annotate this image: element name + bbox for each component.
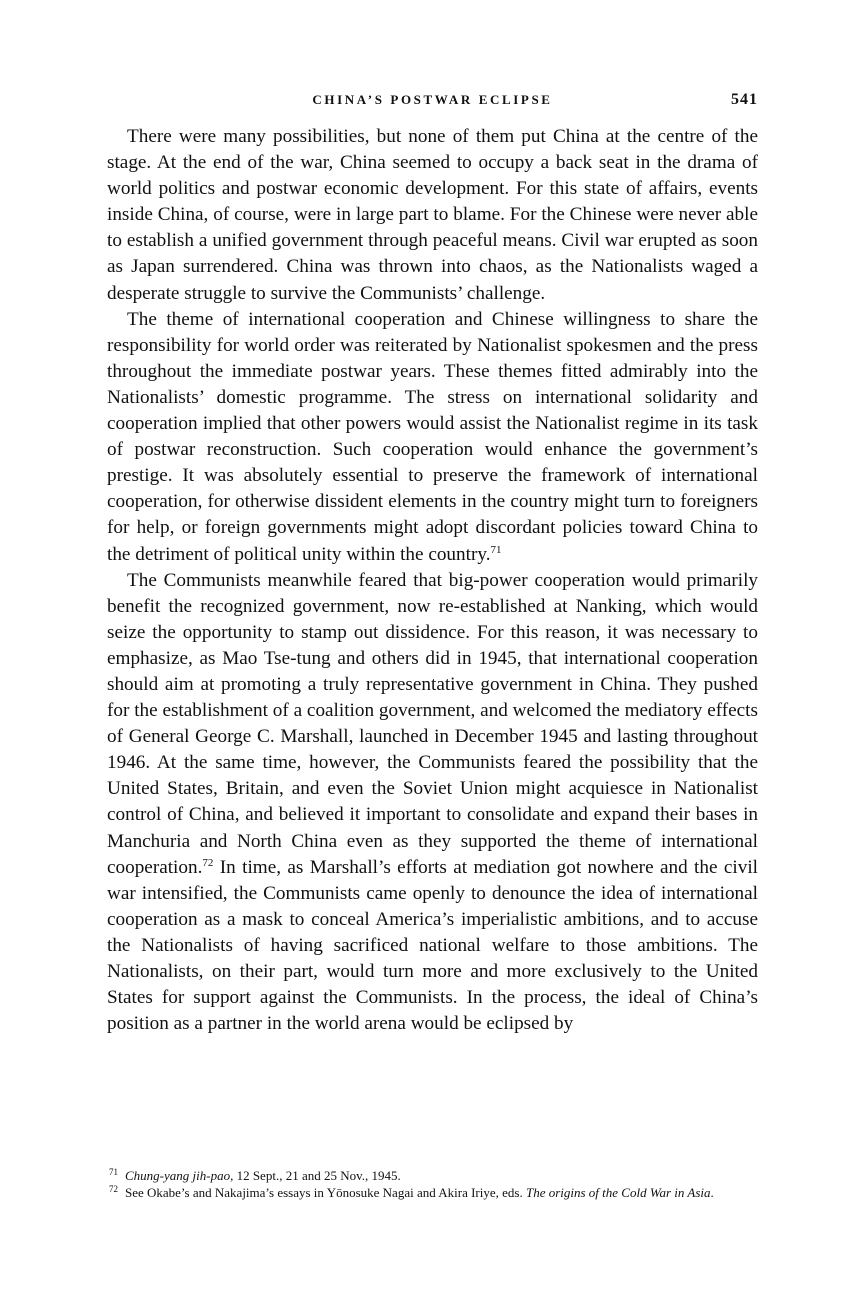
running-title: CHINA’S POSTWAR ECLIPSE bbox=[312, 92, 553, 107]
footnote-source-title: The origins of the Cold War in Asia bbox=[525, 1185, 711, 1200]
page bbox=[107, 88, 758, 1037]
paragraph-1-text: There were many possibilities, but none of them put China at the centre of the stage. At the end of the war, China seemed to occupy a back seat in the drama of world politics and postwar economic development. For this state of affairs, events inside China, of course, were in large part to blame. For the Chinese were never able to establish a unified government through peaceful means. Civil war erupted as soon as Japan surrendered. China was thrown into chaos, as the Nationalists waged a desperate struggle to survive the Communists’ challenge. bbox=[107, 126, 758, 304]
footnote-71 bbox=[107, 1167, 758, 1184]
paragraph-2 bbox=[107, 307, 758, 568]
footnote-text-end: . bbox=[710, 1185, 714, 1200]
running-head bbox=[107, 88, 758, 114]
paragraph-2-text: The theme of international cooperation and Chinese willingness to share the responsibility for world order was reiterated by Nationalist spokesmen and the press throughout the immediate postwar years. These themes fitted admirably into the Nationalists’ domestic programme. The stress on international solidarity and cooperation implied that other powers would assist the Nationalist regime in its task of postwar reconstruction. Such cooperation would enhance the government’s prestige. It was absolutely essential to preserve the framework of international cooperation, for otherwise dissident elements in the country might turn to foreigners for help, or foreign governments might adopt discordant policies toward China to the detriment of political unity within the country. bbox=[107, 308, 758, 565]
paragraph-1 bbox=[107, 124, 758, 307]
paragraph-3 bbox=[107, 568, 758, 1038]
footnotes bbox=[107, 1167, 758, 1201]
footnote-ref-71[interactable]: 71 bbox=[490, 543, 502, 556]
footnote-number: 71 bbox=[109, 1167, 118, 1177]
footnote-number: 72 bbox=[109, 1184, 118, 1194]
page-number: 541 bbox=[731, 91, 758, 108]
footnote-text: See Okabe’s and Nakajima’s essays in Yōnosuke Nagai and Akira Iriye, eds. bbox=[125, 1185, 526, 1200]
paragraph-3-text-a: The Communists meanwhile feared that big-power cooperation would primarily benefit the recognized government, now re-established at Nanking, which would seize the opportunity to stamp out dissidence. For this reason, it was necessary to emphasize, as Mao Tse-tung and others did in 1945, that international cooperation should aim at promoting a truly representative government in China. They pushed for the establishment of a coalition government, and welcomed the mediatory effects of General George C. Marshall, launched in December 1945 and lasting throughout 1946. At the same time, however, the Communists feared the possibility that the United States, Britain, and even the Soviet Union might acquiesce in Nationalist control of China, and believed it important to consolidate and expand their bases in Manchuria and North China even as they supported the theme of international cooperation. bbox=[107, 569, 758, 878]
paragraph-3-text-b: In time, as Marshall’s efforts at mediation got nowhere and the civil war intensified, the Communists came openly to denounce the idea of international cooperation as a mask to conceal America’s imperialistic ambitions, and to accuse the Nationalists of having sacrificed national welfare to those ambitions. The Nationalists, on their part, would turn more and more exclusively to the United States for support against the Communists. In the process, the ideal of China’s position as a partner in the world arena would be eclipsed by bbox=[107, 856, 758, 1035]
footnote-text: , 12 Sept., 21 and 25 Nov., 1945. bbox=[230, 1168, 401, 1183]
footnote-source-title: Chung-yang jih-pao bbox=[125, 1168, 231, 1183]
body-text bbox=[107, 124, 758, 1037]
footnote-ref-72[interactable]: 72 bbox=[202, 856, 214, 869]
footnote-72 bbox=[107, 1184, 758, 1201]
